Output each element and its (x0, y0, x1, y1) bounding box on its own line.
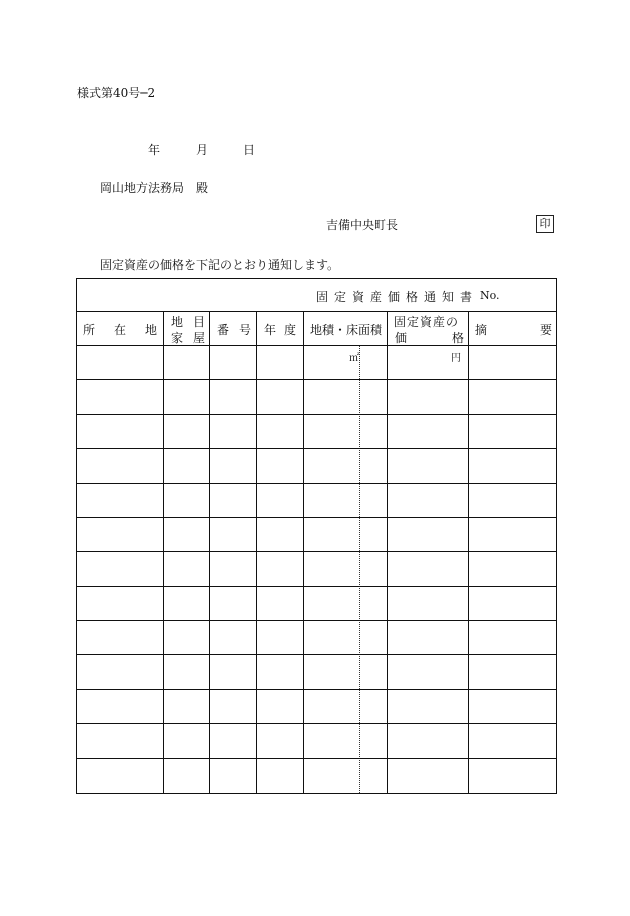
header-char: 格 (452, 331, 465, 345)
table-row-divider (77, 483, 556, 484)
table-row-divider (77, 689, 556, 690)
header-char: 価 (395, 331, 408, 345)
price-unit: 円 (451, 353, 461, 364)
column-divider (163, 311, 164, 793)
header-location-char: 所 (83, 323, 96, 337)
header-char: 地 (171, 315, 184, 329)
header-bottom-line (77, 345, 556, 346)
header-price (388, 311, 468, 345)
header-land-category-house (164, 311, 209, 345)
column-divider (303, 311, 304, 793)
header-area-label: 地積・床面積 (310, 323, 383, 337)
price-notice-table (76, 278, 557, 794)
header-char: 号 (239, 323, 252, 337)
header-price-label: 固定資産の (394, 315, 460, 329)
header-fiscal-year (257, 311, 303, 345)
area-unit: ㎡ (349, 353, 359, 364)
date-day-label: 日 (243, 143, 256, 157)
header-char: 屋 (193, 331, 206, 345)
addressee: 岡山地方法務局 殿 (100, 181, 209, 195)
column-divider (209, 311, 210, 793)
header-char: 目 (193, 315, 206, 329)
header-char: 年 (264, 323, 277, 337)
table-row-divider (77, 379, 556, 380)
table-row-divider (77, 414, 556, 415)
table-row-divider (77, 551, 556, 552)
header-char: 家 (171, 331, 184, 345)
table-row-divider (77, 517, 556, 518)
date-year-label: 年 (148, 143, 161, 157)
form-number: 様式第40号─2 (77, 86, 156, 100)
column-divider (468, 311, 469, 793)
date-month-label: 月 (196, 143, 209, 157)
table-row-divider (77, 758, 556, 759)
header-location-char: 在 (114, 323, 127, 337)
table-row-divider (77, 654, 556, 655)
header-char: 要 (540, 323, 553, 337)
header-char: 番 (217, 323, 230, 337)
column-divider (387, 311, 388, 793)
table-row-divider (77, 620, 556, 621)
header-char: 度 (284, 323, 297, 337)
table-title: 固定資産価格通知書 (316, 290, 479, 304)
table-title-row (77, 279, 556, 312)
header-location (77, 311, 163, 345)
area-decimal-divider (359, 345, 360, 793)
header-remarks (469, 311, 557, 345)
header-area (304, 311, 387, 345)
number-label: No. (480, 289, 500, 302)
issuer-name: 吉備中央町長 (326, 218, 399, 232)
table-row-divider (77, 448, 556, 449)
header-char: 摘 (475, 323, 488, 337)
column-divider (256, 311, 257, 793)
table-row-divider (77, 586, 556, 587)
header-number (210, 311, 256, 345)
header-location-char: 地 (145, 323, 158, 337)
seal-stamp: 印 (536, 215, 554, 233)
intro-text: 固定資産の価格を下記のとおり通知します。 (100, 258, 340, 272)
table-row-divider (77, 723, 556, 724)
